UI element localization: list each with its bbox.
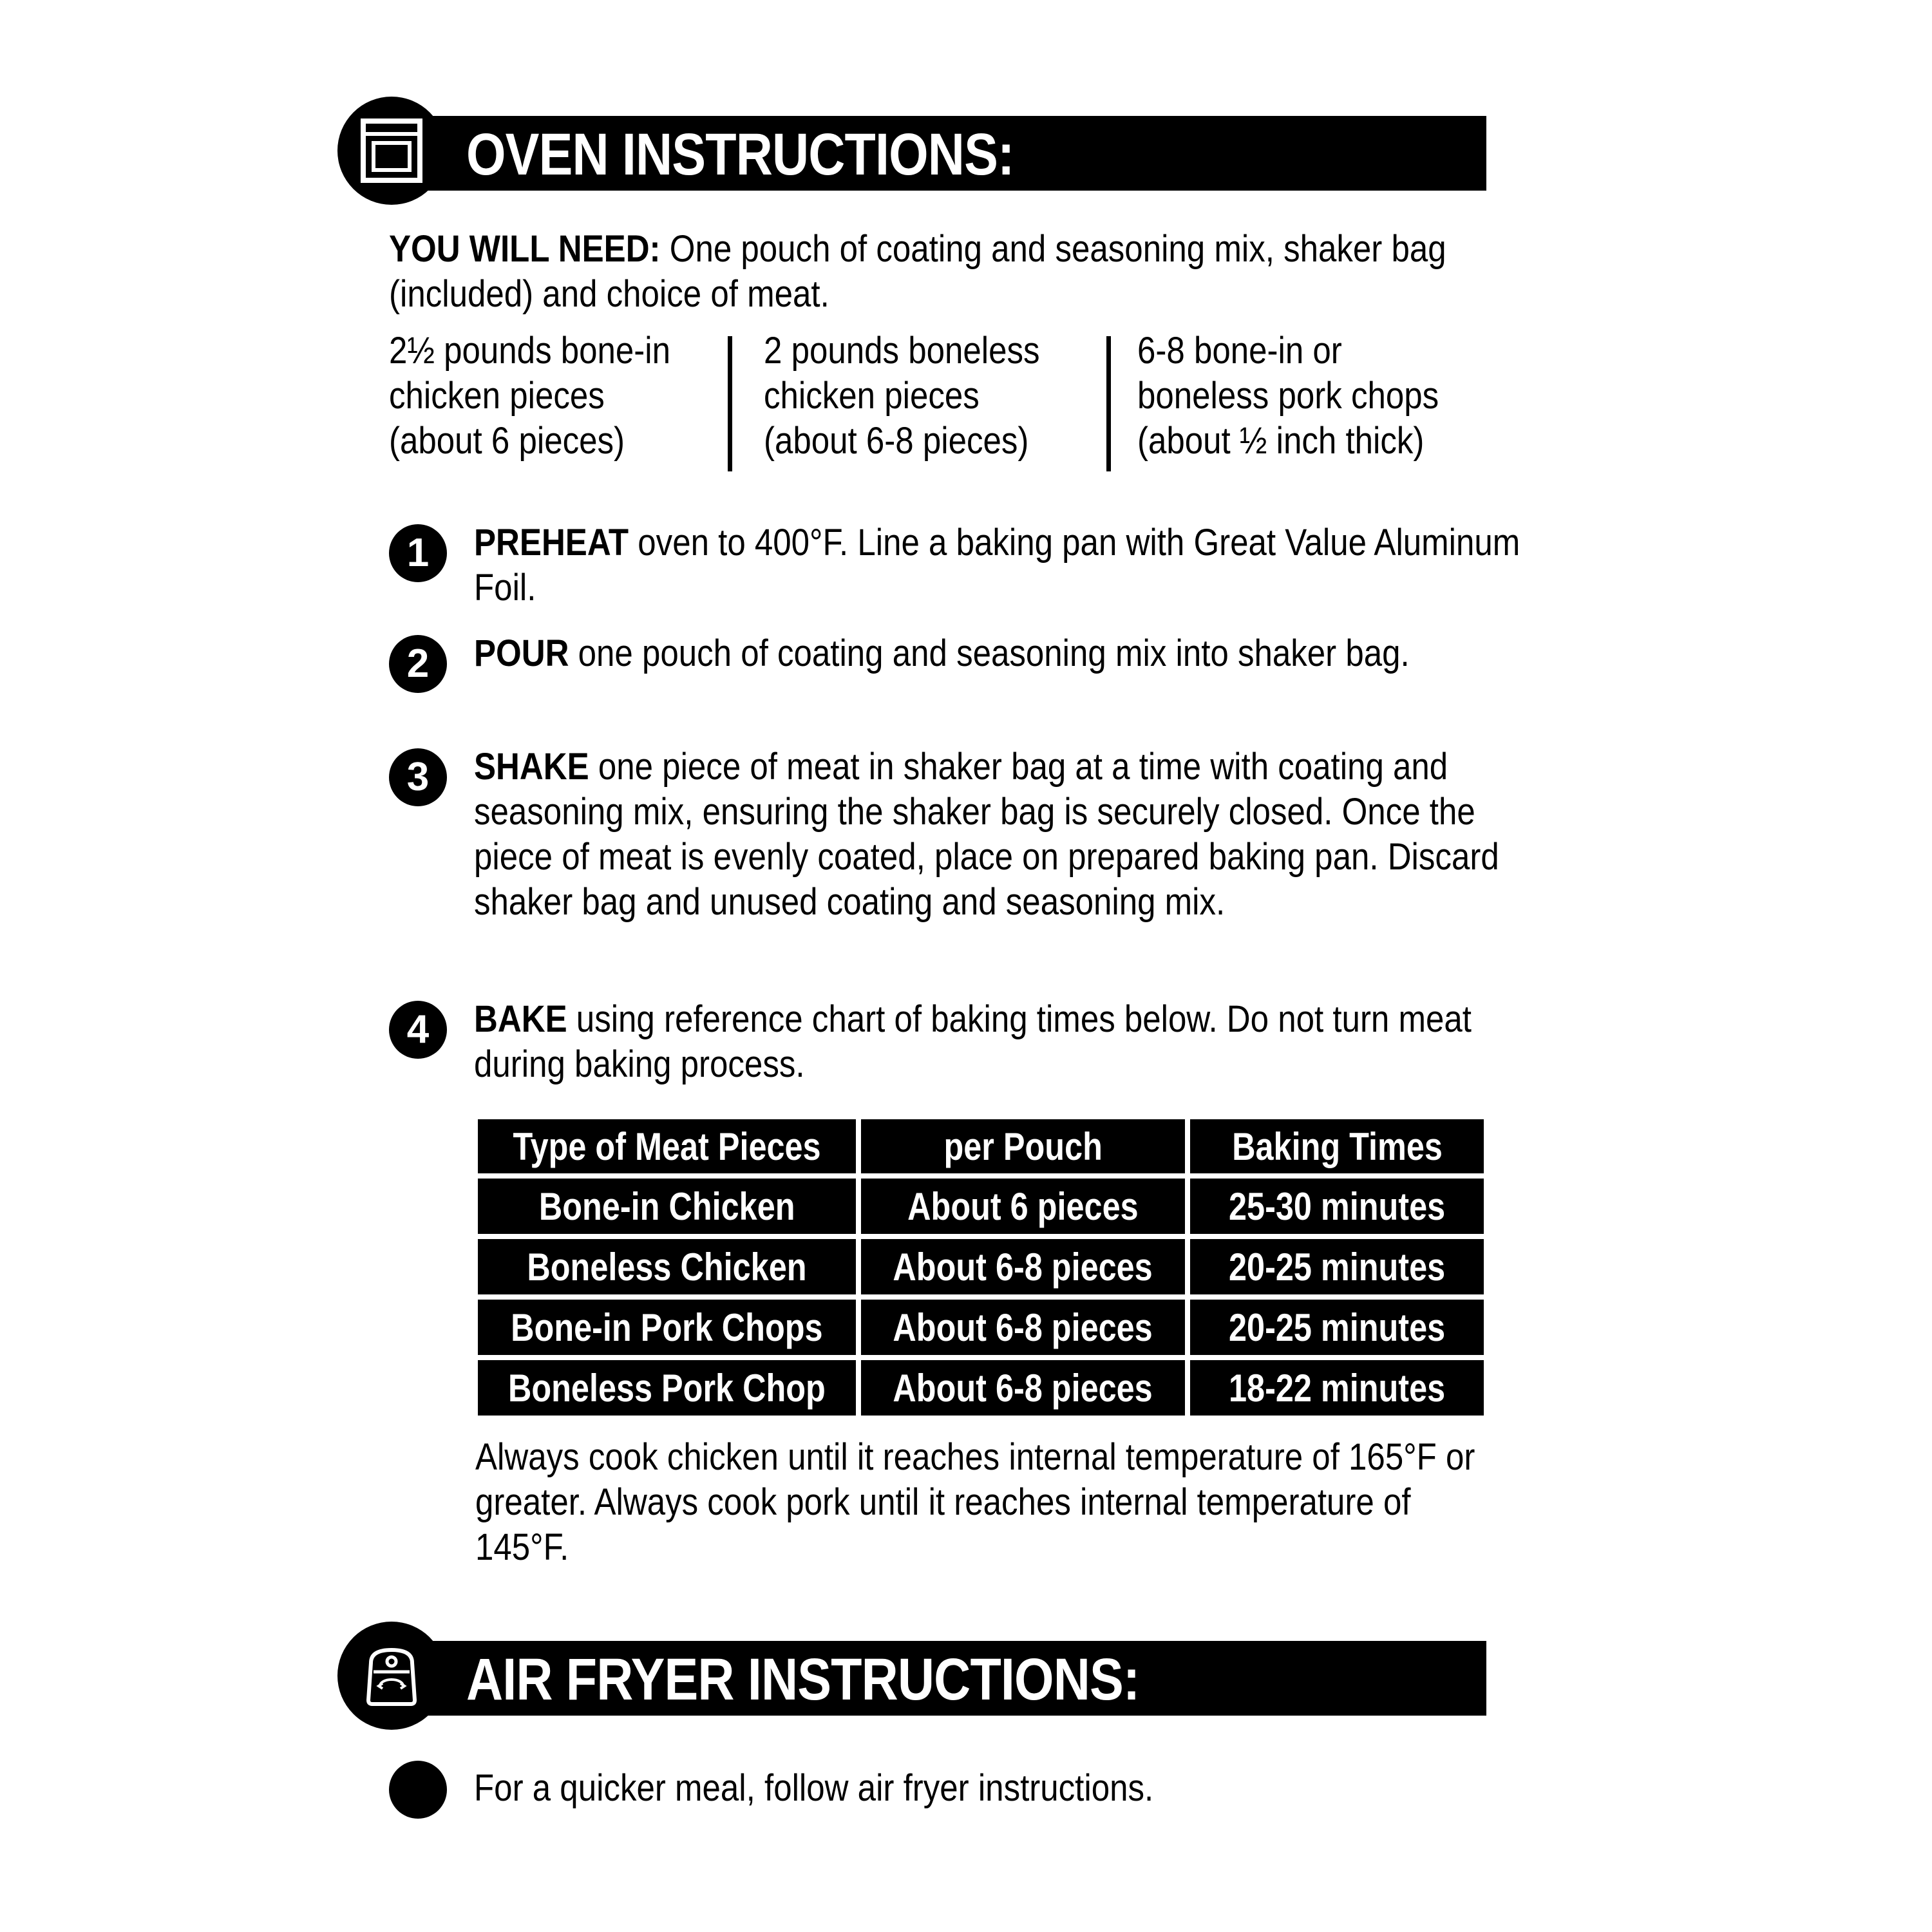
cell-text: About 6-8 pieces (893, 1366, 1153, 1410)
oven-icon-badge (337, 97, 446, 205)
step-description: using reference chart of baking times below. Do not turn meat during baking process. (474, 998, 1472, 1085)
table-header-row (475, 1117, 1486, 1176)
cell-text: Bone-in Chicken (538, 1184, 795, 1228)
air-fryer-item-text: For a quicker meal, follow air fryer instructions. (474, 1767, 1154, 1809)
step-description: oven to 400°F. Line a baking pan with Great Value Aluminum Foil. (474, 522, 1520, 609)
table-row (475, 1236, 1486, 1297)
air-fryer-section-title: AIR FRYER INSTRUCTIONS: (466, 1647, 1140, 1712)
cell-text: 20-25 minutes (1228, 1305, 1446, 1349)
you-will-need (389, 227, 1625, 317)
you-will-need-label: YOU WILL NEED: (389, 228, 661, 270)
table-cell (1188, 1236, 1486, 1297)
step-verb: BAKE (474, 998, 567, 1040)
meat-option (1137, 328, 1537, 464)
note-text: Always cook chicken until it reaches internal temperature of 165°F or greater. Always cook pork until it reaches internal temperature of 145°F. (475, 1436, 1475, 1568)
air-fryer-section-header (337, 1622, 1486, 1718)
step-text (474, 997, 1539, 1087)
oven-icon (359, 118, 424, 183)
column-divider (1106, 336, 1111, 471)
cell-text: About 6-8 pieces (893, 1305, 1153, 1349)
bullet-dot (389, 1761, 447, 1819)
meat-option-line: chicken pieces (764, 375, 980, 417)
header-text: Baking Times (1231, 1124, 1443, 1168)
step-text (474, 631, 1437, 676)
table-row (475, 1297, 1486, 1358)
step-text (474, 520, 1528, 611)
cell-text: Boneless Pork Chop (507, 1366, 826, 1410)
table-cell (475, 1176, 858, 1236)
meat-option-line: (about 6 pieces) (389, 420, 625, 462)
step-description: one pouch of coating and seasoning mix into shaker bag. (569, 632, 1410, 674)
step-number-badge: 3 (389, 748, 447, 806)
header-text: per Pouch (943, 1124, 1103, 1168)
step-number-badge: 2 (389, 635, 447, 693)
step-text (474, 744, 1551, 925)
cell-text: 20-25 minutes (1228, 1245, 1446, 1289)
meat-option (764, 328, 1163, 464)
meat-option-line: boneless pork chops (1137, 375, 1439, 417)
cell-text: 25-30 minutes (1228, 1184, 1446, 1228)
cooking-temperature-note (475, 1435, 1634, 1570)
table-header-cell (475, 1117, 858, 1176)
cell-text: Bone-in Pork Chops (511, 1305, 823, 1349)
table-cell (858, 1358, 1188, 1418)
table-cell (1188, 1176, 1486, 1236)
air-fryer-icon (359, 1643, 424, 1708)
you-will-need-text: One pouch of coating and seasoning mix, shaker bag (included) and choice of meat. (389, 228, 1446, 315)
meat-option-line: 6-8 bone-in or (1137, 330, 1342, 372)
meat-option-line: 2 pounds boneless (764, 330, 1040, 372)
column-divider (728, 336, 732, 471)
header-text: Type of Meat Pieces (513, 1124, 821, 1168)
step-number-badge: 4 (389, 1001, 447, 1059)
meat-option-line: (about 6-8 pieces) (764, 420, 1029, 462)
table-row (475, 1176, 1486, 1236)
baking-times-table (475, 1117, 1486, 1418)
step-verb: SHAKE (474, 746, 589, 788)
oven-section-header (337, 97, 1486, 193)
table-header-cell (858, 1117, 1188, 1176)
air-fryer-icon-badge (337, 1622, 446, 1730)
table-cell (475, 1236, 858, 1297)
table-cell (858, 1176, 1188, 1236)
cell-text: Boneless Chicken (527, 1245, 807, 1289)
step-number-badge: 1 (389, 524, 447, 582)
table-cell (1188, 1297, 1486, 1358)
meat-option-line: (about ½ inch thick) (1137, 420, 1425, 462)
step-description: one piece of meat in shaker bag at a time with coating and seasoning mix, ensuring the shaker bag is securely closed. Once the piece of meat is evenly coated, place on prepared baking pan. Discard shaker bag and unused coating and seasoning mix. (474, 746, 1499, 923)
table-row (475, 1358, 1486, 1418)
meat-option-line: 2½ pounds bone-in (389, 330, 671, 372)
cell-text: About 6-8 pieces (893, 1245, 1153, 1289)
step-verb: PREHEAT (474, 522, 629, 564)
table-header-cell (1188, 1117, 1486, 1176)
meat-option-line: chicken pieces (389, 375, 605, 417)
cell-text: 18-22 minutes (1228, 1366, 1446, 1410)
table-cell (1188, 1358, 1486, 1418)
table-cell (858, 1236, 1188, 1297)
step-verb: POUR (474, 632, 569, 674)
table-cell (475, 1358, 858, 1418)
oven-section-title: OVEN INSTRUCTIONS: (466, 122, 1014, 187)
table-cell (858, 1297, 1188, 1358)
cell-text: About 6 pieces (907, 1184, 1139, 1228)
table-cell (475, 1297, 858, 1358)
